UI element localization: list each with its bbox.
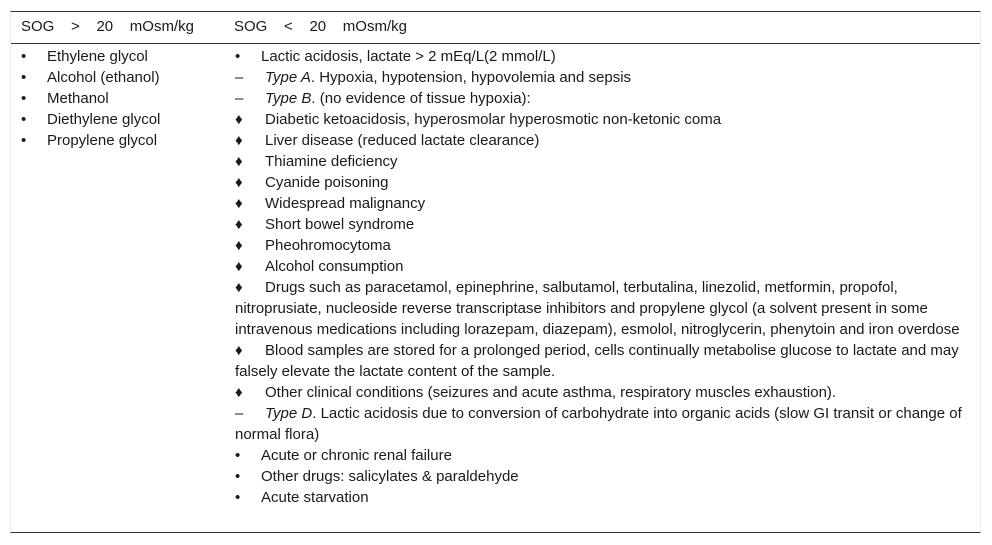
type-b-cause	[235, 193, 965, 214]
item-text: Pheohromocytoma	[265, 237, 391, 254]
bullet: •	[21, 48, 27, 65]
type-b-cause	[235, 109, 965, 130]
item-text: Blood samples are stored for a prolonged period, cells continually metabolise glucose to lactate and may falsely elevate the lactate content of the sample.	[235, 342, 959, 380]
bullet: •	[235, 489, 241, 506]
list-item	[235, 445, 965, 466]
type-b-cause	[235, 235, 965, 256]
list-item	[21, 46, 226, 67]
type-b-item	[235, 88, 965, 109]
other-conditions-item	[235, 382, 965, 403]
list-item	[21, 88, 226, 109]
bullet: •	[235, 468, 241, 485]
dash-marker: –	[235, 90, 244, 107]
type-label: Type B	[265, 90, 312, 107]
header-divider	[11, 43, 980, 44]
diamond-icon: ♦	[235, 384, 243, 401]
list-item	[21, 67, 226, 88]
item-text: Acute starvation	[261, 489, 369, 506]
item-text: Propylene glycol	[47, 132, 158, 149]
bullet: •	[21, 69, 27, 86]
header-sog-high: SOG > 20 mOsm/kg	[21, 18, 194, 35]
item-text: Diabetic ketoacidosis, hyperosmolar hyperosmotic non-ketonic coma	[265, 111, 722, 128]
item-text: Drugs such as paracetamol, epinephrine, salbutamol, terbutalina, linezolid, metformin, propofol, nitroprusiate, nucleoside reverse transcriptase inhibitors and propylene glycol (a solvent present in some intravenous medications including lorazepam, diazepam), esmolol, nitroglycerin, phenytoin and iron overdose	[235, 279, 960, 338]
diamond-icon: ♦	[235, 111, 243, 128]
column-sog-low	[235, 46, 965, 508]
item-text: Acute or chronic renal failure	[261, 447, 452, 464]
bullet: •	[21, 90, 27, 107]
item-text: Lactic acidosis, lactate > 2 mEq/L(2 mmol/L)	[261, 48, 556, 65]
dash-marker: –	[235, 69, 244, 86]
list-item	[21, 109, 226, 130]
blood-samples-item	[235, 340, 965, 382]
bullet: •	[235, 48, 241, 65]
type-b-cause	[235, 130, 965, 151]
item-text: Other drugs: salicylates & paraldehyde	[261, 468, 519, 485]
item-text: Widespread malignancy	[265, 195, 426, 212]
sog-table	[10, 11, 981, 533]
diamond-icon: ♦	[235, 279, 243, 296]
item-text: Diethylene glycol	[47, 111, 161, 128]
bullet: •	[21, 132, 27, 149]
type-label: Type D	[265, 405, 313, 422]
lactic-acidosis-item	[235, 46, 965, 67]
diamond-icon: ♦	[235, 237, 243, 254]
dash-marker: –	[235, 405, 244, 422]
type-label: Type A	[265, 69, 311, 86]
item-text: Cyanide poisoning	[265, 174, 389, 191]
diamond-icon: ♦	[235, 132, 243, 149]
item-text: Other clinical conditions (seizures and acute asthma, respiratory muscles exhaustion).	[265, 384, 837, 401]
diamond-icon: ♦	[235, 216, 243, 233]
bullet: •	[235, 447, 241, 464]
type-d-item	[235, 403, 965, 445]
item-text: Alcohol consumption	[265, 258, 404, 275]
diamond-icon: ♦	[235, 153, 243, 170]
item-text: Ethylene glycol	[47, 48, 148, 65]
column-sog-high	[21, 46, 226, 151]
bullet: •	[21, 111, 27, 128]
diamond-icon: ♦	[235, 258, 243, 275]
diamond-icon: ♦	[235, 174, 243, 191]
type-b-cause	[235, 151, 965, 172]
type-b-cause	[235, 214, 965, 235]
item-text: . Lactic acidosis due to conversion of carbohydrate into organic acids (slow GI transit or change of normal flora)	[235, 405, 962, 443]
type-b-cause	[235, 256, 965, 277]
item-text: Liver disease (reduced lactate clearance)	[265, 132, 540, 149]
item-text: Methanol	[47, 90, 109, 107]
item-text: . (no evidence of tissue hypoxia):	[311, 90, 531, 107]
list-item	[235, 466, 965, 487]
diamond-icon: ♦	[235, 342, 243, 359]
header-sog-low: SOG < 20 mOsm/kg	[234, 18, 407, 35]
item-text: Alcohol (ethanol)	[47, 69, 160, 86]
list-item	[21, 130, 226, 151]
diamond-icon: ♦	[235, 195, 243, 212]
item-text: . Hypoxia, hypotension, hypovolemia and sepsis	[310, 69, 632, 86]
type-b-cause	[235, 172, 965, 193]
item-text: Thiamine deficiency	[265, 153, 398, 170]
list-item	[235, 487, 965, 508]
type-a-item	[235, 67, 965, 88]
drugs-item	[235, 277, 965, 340]
item-text: Short bowel syndrome	[265, 216, 415, 233]
